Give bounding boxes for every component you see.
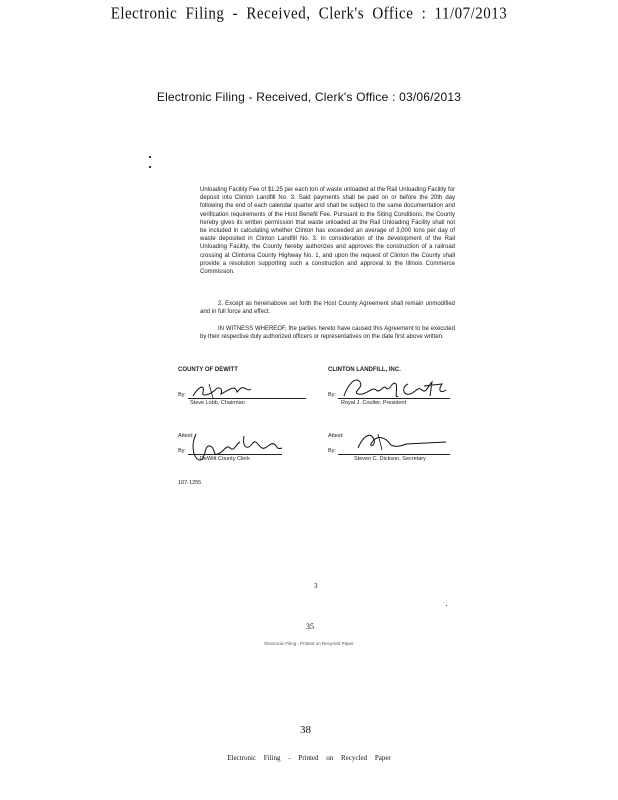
scan-speck: [446, 605, 447, 606]
exhibit-page-number: 35: [306, 622, 314, 631]
left-attest-by-label: By:: [178, 448, 186, 454]
right-attest-title: Steven C. Dickson, Secretary: [354, 456, 426, 462]
scan-speck: [149, 156, 151, 158]
left-attest-title: DeWitt County Clerk: [200, 456, 250, 462]
right-attest-signature: [350, 428, 450, 454]
top-filing-stamp: Electronic Filing - Received, Clerk's Office : 11/07/2013: [110, 4, 508, 24]
right-attest-line: [338, 454, 450, 455]
right-attest-by-label: By:: [328, 448, 336, 454]
inner-footer: Electronic Filing - Printed on Recycled Paper: [264, 641, 354, 646]
left-signer-name: Steve Lobb, Chairman: [190, 400, 245, 406]
body-paragraph-2: 2. Except as hereinabove set forth the Host County Agreement shall remain unmodified and in full force and effect.: [200, 301, 455, 316]
inner-filing-stamp: Electronic Filing - Received, Clerk's Office : 03/06/2013: [156, 90, 462, 104]
left-by-label: By:: [178, 392, 186, 398]
outer-footer: Electronic Filing - Printed on Recycled Paper: [227, 754, 391, 762]
right-signer-name: Royal J. Coulter, President: [341, 400, 407, 406]
right-by-label: By:: [328, 392, 336, 398]
document-code: 107-1255: [178, 480, 202, 486]
witness-paragraph: IN WITNESS WHEREOF, the parties hereto have caused this Agreement to be executed by their respective duly authorized officers or representatives on the date first above written.: [200, 326, 455, 341]
inner-page-number: 3: [314, 582, 318, 590]
scan-speck: [149, 166, 151, 168]
left-attest-label: Attest:: [178, 433, 194, 439]
left-handwritten-signature: [189, 380, 259, 402]
outer-page-number: 38: [300, 724, 311, 736]
right-attest-label: Attest:: [328, 433, 344, 439]
right-party-name: CLINTON LANDFILL, INC.: [328, 367, 401, 373]
left-party-name: COUNTY OF DEWITT: [178, 367, 238, 373]
right-handwritten-signature: [338, 374, 450, 402]
body-paragraph-1: Unloading Facility Fee of $1.25 per each ton of waste unloaded at the Rail Unloading Facility for deposit into Clinton Landfill No. 3. Said payments shall be paid on or before the 20th day following the end of each calendar quarter and shall be subject to the same documentation and verification requirements of the Host Benefit Fee. Pursuant to the Siting Conditions, the County hereby gives its written permission that waste unloaded at the Rail Unloading Facility shall not be included in calculating whether Clinton has exceeded an average of 3,000 tons per day of waste deposited in Clinton Landfill No. 3. In consideration of the development of the Rail Unloading Facility, the County hereby authorizes and approves the construction of a railroad crossing at Clintonia County Highway No. 1, and upon the request of Clinton the County shall provide a resolution supporting such a construction and approval to the Illinois Commerce Commission.: [200, 187, 455, 276]
